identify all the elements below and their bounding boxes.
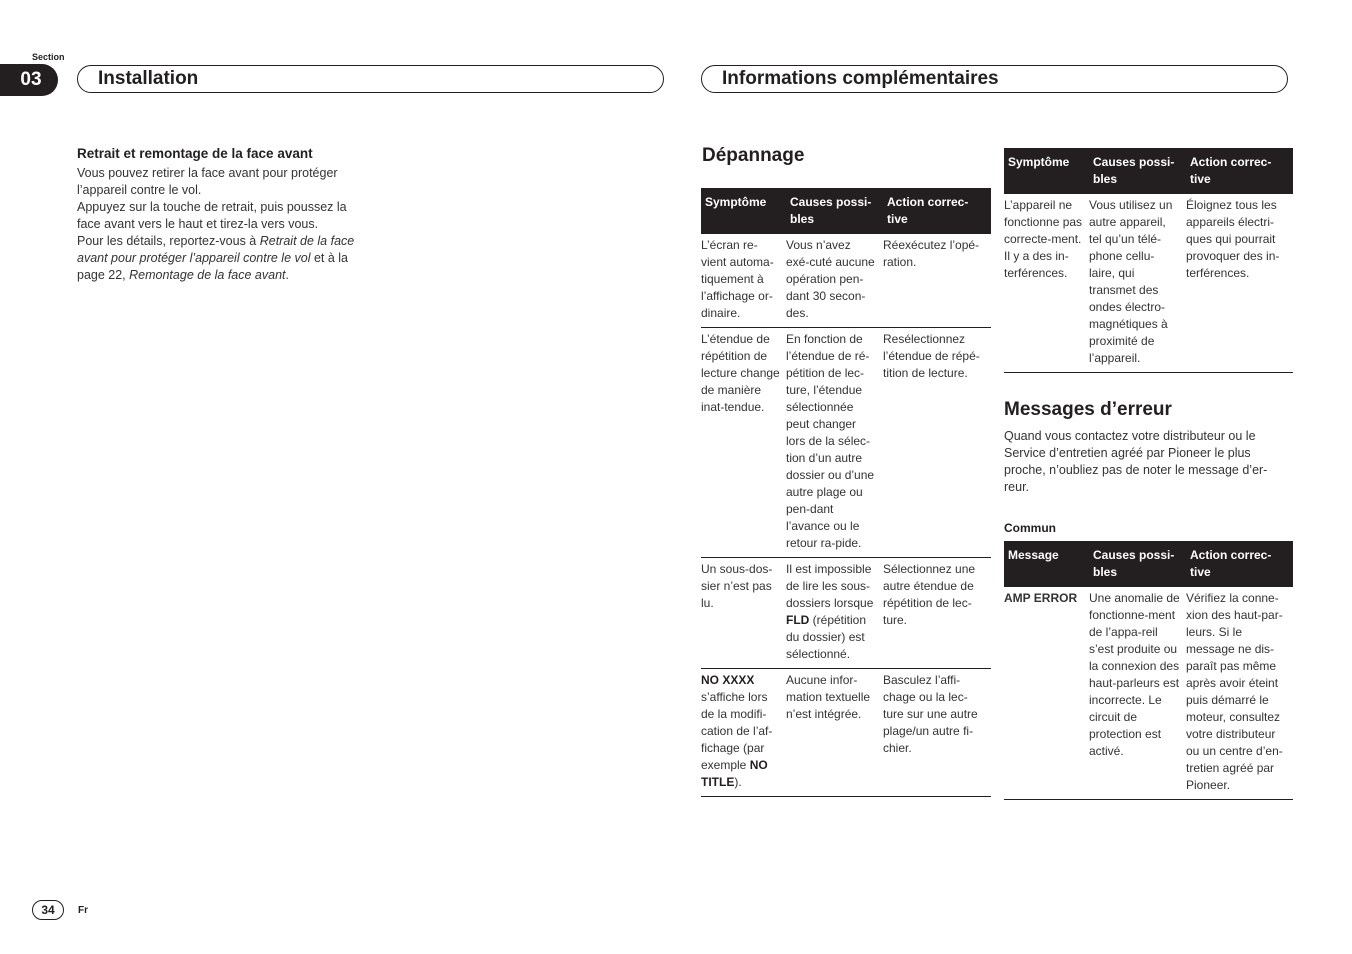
cell-cause: Aucune infor-mation textuelle n’est intégrée. — [786, 669, 883, 797]
section-label: Section — [32, 52, 65, 62]
cell-action: Basculez l’affi-chage ou la lec-ture sur une autre plage/un autre fi-chier. — [883, 669, 991, 797]
table-row — [1004, 194, 1293, 373]
symptom-no-title: NO TITLE — [701, 758, 768, 789]
cell-message: AMP ERROR — [1004, 587, 1089, 800]
cell-cause — [786, 558, 883, 669]
depannage-title: Dépannage — [702, 145, 805, 166]
header-symptom: Symptôme — [1004, 148, 1089, 194]
header-message: Message — [1004, 541, 1089, 587]
table-row — [701, 669, 991, 797]
symptom-no-xxxx: NO XXXX — [701, 673, 755, 687]
cell-symptom — [701, 669, 786, 797]
depannage-table-continued — [1004, 148, 1293, 373]
cell-symptom: Un sous-dos-sier n’est pas lu. — [701, 558, 786, 669]
cell-symptom: L’étendue de répétition de lecture change de manière inat-tendue. — [701, 328, 786, 558]
faceplate-para-3 — [77, 233, 367, 284]
header-installation-label: Installation — [98, 68, 199, 89]
header-action: Action correc-tive — [883, 188, 991, 234]
cell-action: Resélectionnez l’étendue de répé-tition de lecture. — [883, 328, 991, 558]
table-header-row — [1004, 541, 1293, 587]
faceplate-para-2: Appuyez sur la touche de retrait, puis poussez la face avant vers le haut et tirez-la vers vous. — [77, 200, 347, 231]
para3-text-c: et à la page 22, — [77, 251, 349, 282]
cell-cause: Vous utilisez un autre appareil, tel qu’un télé-phone cellu-laire, qui transmet des ondes électro-magnétiques à proximité de l’appareil. — [1089, 194, 1186, 373]
para3-text-a: Pour les détails, reportez-vous à — [77, 234, 260, 248]
cause-fld: FLD — [786, 613, 810, 627]
header-informations-label: Informations complémentaires — [722, 68, 999, 89]
messages-title: Messages d’erreur — [1004, 399, 1172, 420]
cell-cause: Vous n’avez exé-cuté aucune opération pen-dant 30 secon-des. — [786, 234, 883, 328]
header-cause: Causes possi-bles — [1089, 541, 1186, 587]
table-row — [1004, 587, 1293, 800]
header-cause: Causes possi-bles — [786, 188, 883, 234]
cell-symptom: L’appareil ne fonctionne pas correcte-ment. Il y a des in-terférences. — [1004, 194, 1089, 373]
symptom-text-d: ). — [734, 775, 742, 789]
para3-ref-retrait: Retrait de la face avant pour protéger l’appareil contre le vol — [77, 234, 355, 265]
header-installation — [77, 65, 664, 93]
section-number-badge: 03 — [0, 64, 58, 96]
symptom-text-b: s’affiche lors de la modifi-cation de l’af-fichage (par exemple — [701, 690, 773, 772]
header-symptom: Symptôme — [701, 188, 786, 234]
depannage-table — [701, 188, 991, 797]
header-cause: Causes possi-bles — [1089, 148, 1186, 194]
table-row — [701, 234, 991, 328]
page-number: 34 — [32, 900, 64, 920]
faceplate-para-1: Vous pouvez retirer la face avant pour protéger l’appareil contre le vol. — [77, 166, 338, 197]
table-row — [701, 328, 991, 558]
cause-text-c: (répétition du dossier) est sélectionné. — [786, 613, 867, 661]
header-action: Action correc-tive — [1186, 148, 1293, 194]
cell-action: Réexécutez l’opé-ration. — [883, 234, 991, 328]
table-row — [701, 558, 991, 669]
messages-group-label: Commun — [1004, 521, 1056, 535]
para3-ref-remontage: Remontage de la face avant — [129, 268, 286, 282]
cell-cause: En fonction de l’étendue de ré-pétition de lec-ture, l’étendue sélectionnée peut changer lors de la sélec-tion d’un autre dossier ou d’une autre plage ou pen-dant l’avance ou le retour ra-pide. — [786, 328, 883, 558]
messages-intro: Quand vous contactez votre distributeur ou le Service d’entretien agréé par Pioneer le plus proche, n’oubliez pas de noter le message d’er-reur. — [1004, 429, 1268, 494]
table-header-row — [701, 188, 991, 234]
header-informations — [701, 65, 1288, 93]
table-header-row — [1004, 148, 1293, 194]
language-code: Fr — [78, 905, 88, 916]
cell-symptom: L’écran re-vient automa-tiquement à l’affichage or-dinaire. — [701, 234, 786, 328]
cause-text-a: Il est impossible de lire les sous-dossiers lorsque — [786, 562, 874, 610]
para3-text-e: . — [285, 268, 289, 282]
cell-action: Sélectionnez une autre étendue de répétition de lec-ture. — [883, 558, 991, 669]
cell-action: Vérifiez la conne-xion des haut-par-leurs. Si le message ne dis-paraît pas même après avoir éteint puis démarré le moteur, consultez votre distributeur ou un centre d’en-tretien agréé par Pioneer. — [1186, 587, 1293, 800]
cell-cause: Une anomalie de fonctionne-ment de l’appa-reil s’est produite ou la connexion des haut-parleurs est incorrecte. Le circuit de protection est activé. — [1089, 587, 1186, 800]
header-action: Action correc-tive — [1186, 541, 1293, 587]
error-messages-table — [1004, 541, 1293, 800]
faceplate-body — [77, 165, 367, 284]
faceplate-subtitle: Retrait et remontage de la face avant — [77, 146, 313, 161]
cell-action: Éloignez tous les appareils électri-ques qui pourrait provoquer des in-terférences. — [1186, 194, 1293, 373]
